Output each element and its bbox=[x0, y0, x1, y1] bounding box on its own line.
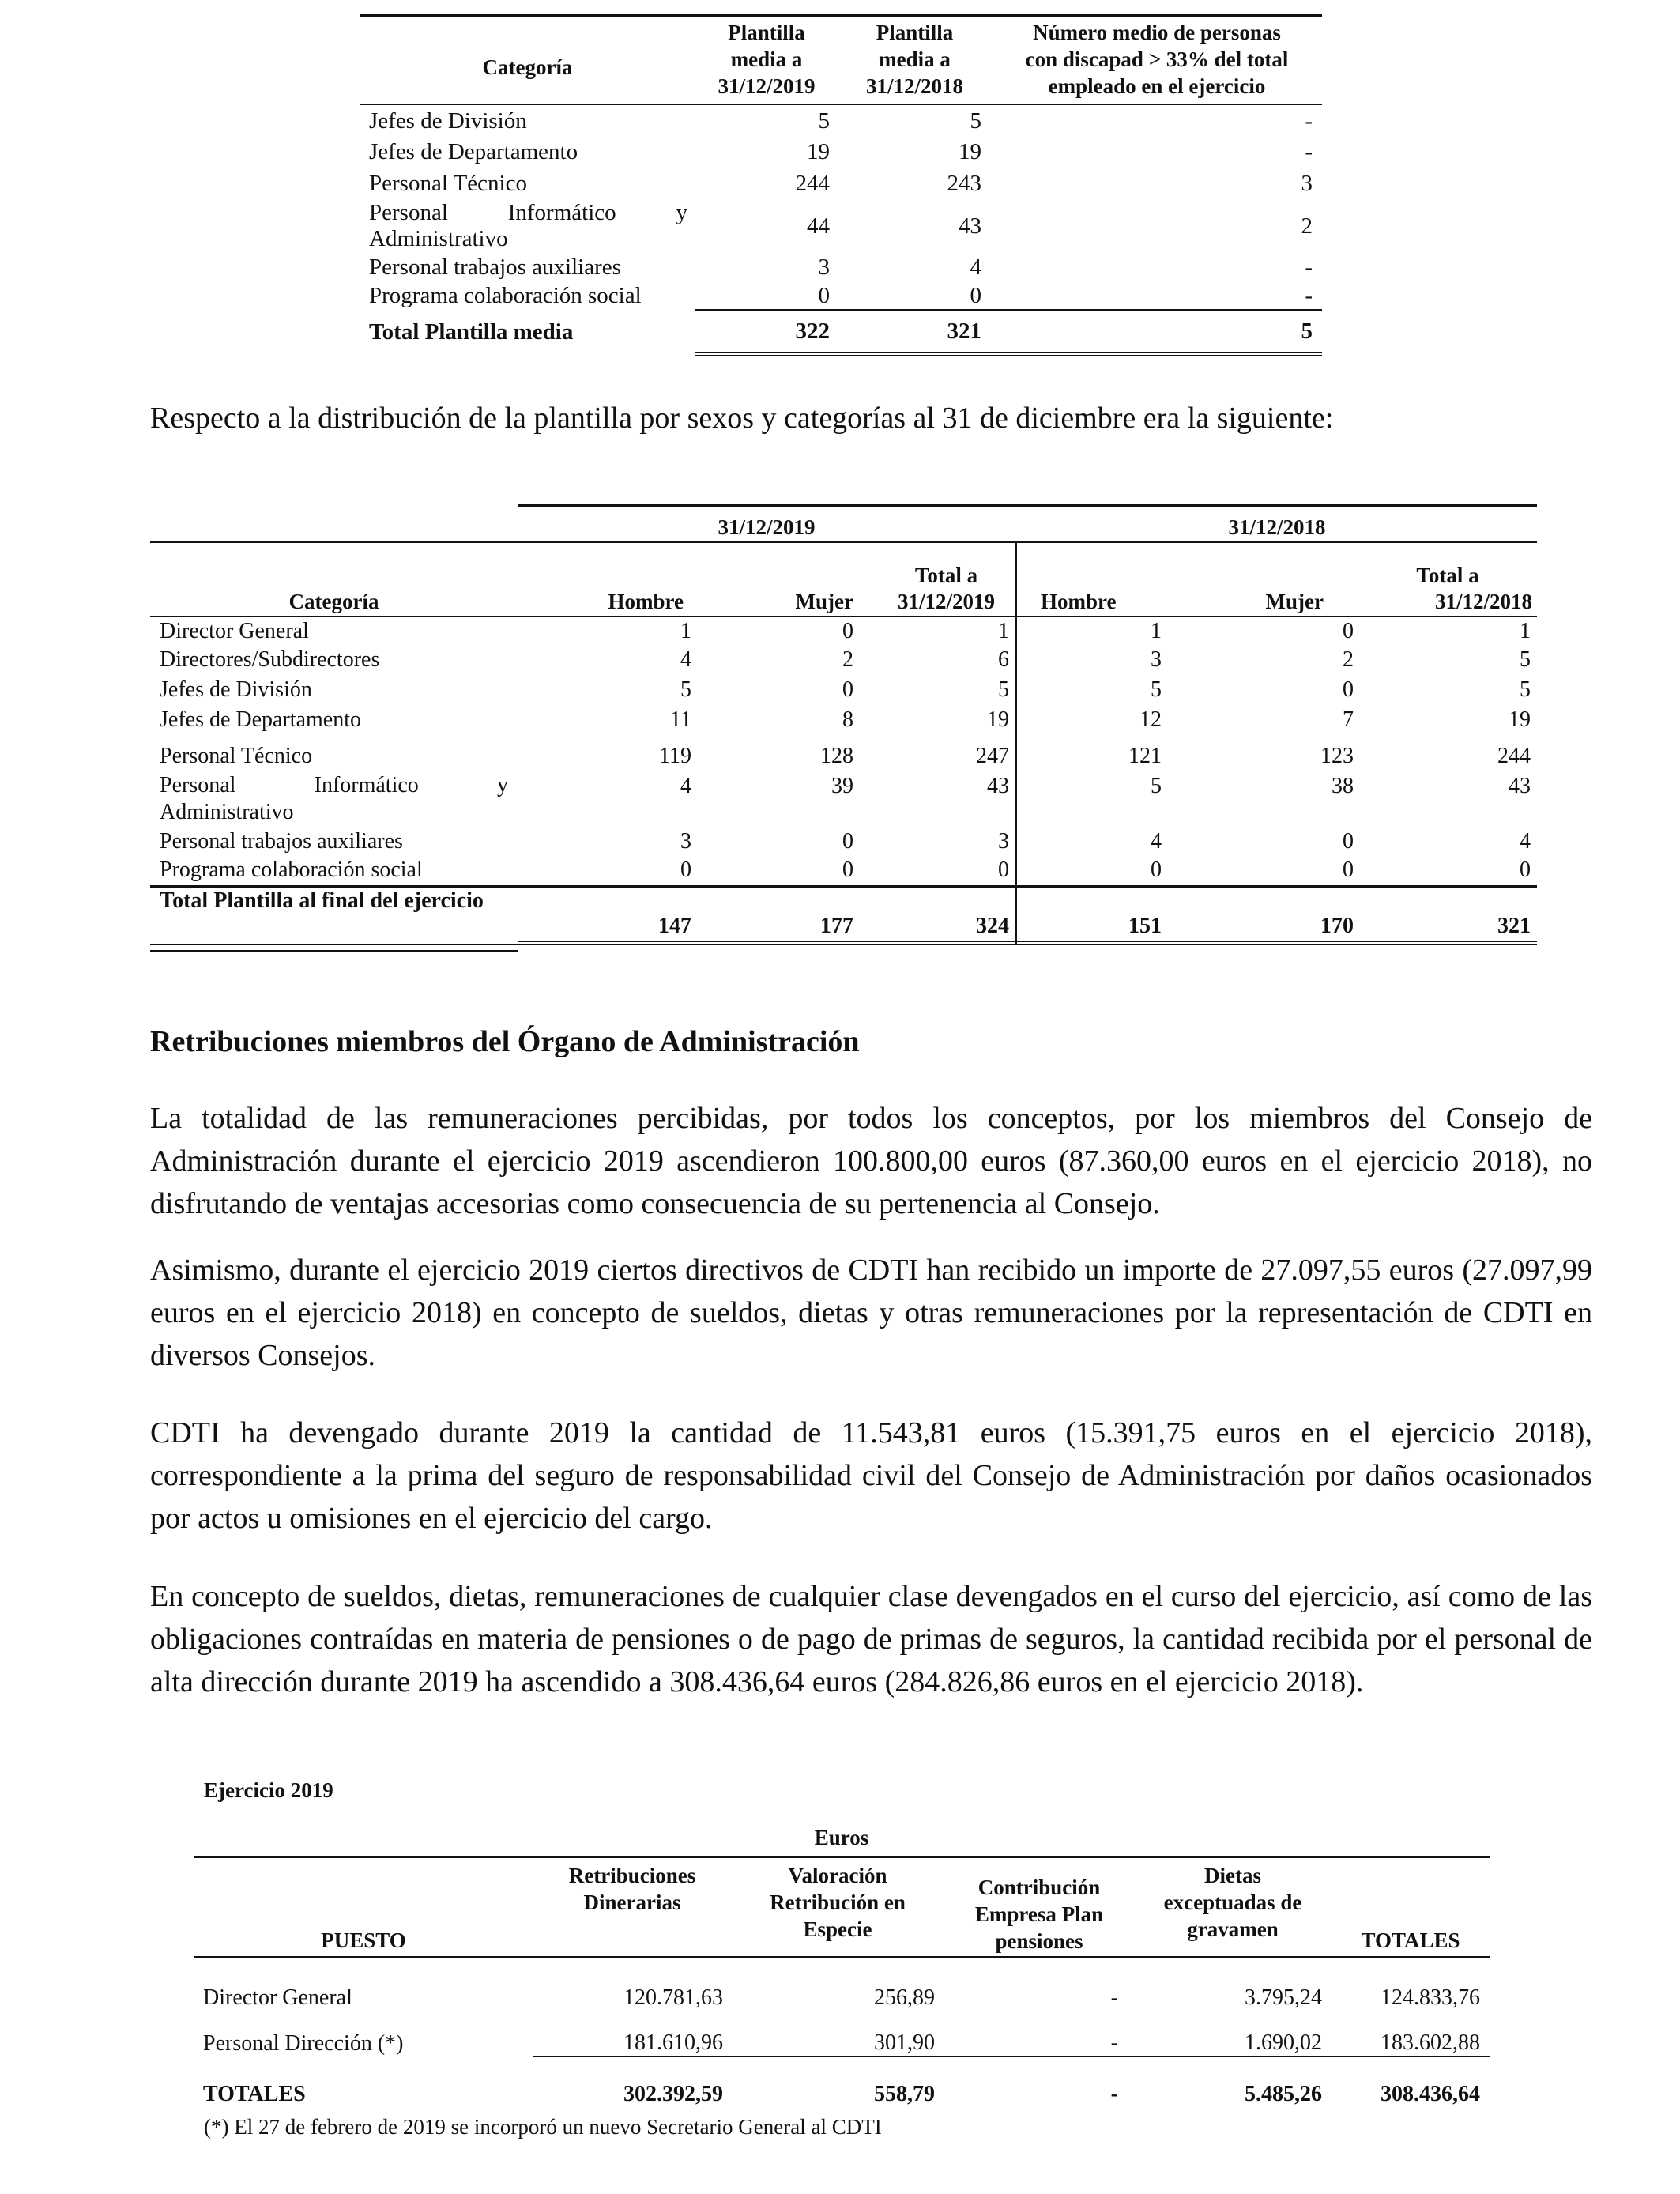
header-mujer-2018: Mujer bbox=[1265, 590, 1324, 613]
header-totales: TOTALES bbox=[1361, 1928, 1460, 1952]
header-retribuciones: Retribuciones Dinerarias bbox=[568, 1864, 696, 1914]
paragraph-directivos: Asimismo, durante el ejercicio 2019 ciertos directivos de CDTI han recibido un importe de 27.097,55 euros (27.097,99 euros en el ejercicio 2018) en concepto de sueldos, dietas y otras remuneraciones por la representación de CDTI en diversos Consejos. bbox=[150, 1253, 1592, 1372]
header-valoracion: Valoración Retribución en Especie bbox=[770, 1864, 906, 1941]
table2-total-double-rule bbox=[150, 944, 518, 952]
header-categoria: Categoría bbox=[288, 590, 379, 613]
retribuciones-table bbox=[194, 1859, 1490, 2107]
header-hombre-2019: Hombre bbox=[608, 590, 684, 613]
table-row: Directores/Subdirectores 4 2 6 3 2 5 bbox=[160, 647, 1531, 672]
table-row: Jefes de División 5 0 5 5 0 5 bbox=[160, 677, 1531, 702]
table-row: Jefes de Departamento 11 8 19 12 7 19 bbox=[160, 707, 1531, 732]
date-2018-header: 31/12/2018 bbox=[1228, 515, 1326, 539]
paragraph-seguro: CDTI ha devengado durante 2019 la cantidad de 11.543,81 euros (15.391,75 euros en el ejercicio 2018), correspondiente a la prima del seguro de responsabilidad civil del Consejo de Administración por daños ocasionados por actos u omisiones en el ejercicio del cargo. bbox=[150, 1416, 1592, 1535]
header-total-2018: Total a 31/12/2018 bbox=[1416, 564, 1532, 613]
paragraph-alta-direccion: En concepto de sueldos, dietas, remuneraciones de cualquier clase devengados en el curso del ejercicio, así como de las obligaciones contraídas en materia de pensiones o de pago de primas de seguros, la cantidad recibida por el personal de alta dirección durante 2019 ha ascendido a 308.436,64 euros (284.826,86 euros en el ejercicio 2018). bbox=[150, 1580, 1592, 1698]
header-plantilla-2018: Plantilla media a 31/12/2018 bbox=[865, 21, 963, 98]
table-row: Programa colaboración social 0 0 0 0 0 0 bbox=[160, 858, 1531, 882]
euros-header: Euros bbox=[814, 1826, 869, 1849]
header-hombre-2018: Hombre bbox=[1041, 590, 1117, 613]
total-row: Total Plantilla al final del ejercicio 147 177 324 151 170 321 bbox=[150, 886, 1537, 943]
table-row: Personal Técnico 244 243 3 bbox=[369, 171, 1313, 196]
ejercicio-caption: Ejercicio 2019 bbox=[204, 1778, 333, 1802]
table-row: Jefes de División 5 5 - bbox=[369, 107, 1313, 134]
table-row: Personal Dirección (*) 181.610,96 301,90 - 1.690,02 183.602,88 bbox=[194, 2011, 1490, 2056]
total-row: Total Plantilla media 322 321 5 bbox=[360, 310, 1322, 354]
table-row: Personal Técnico 119 128 247 121 123 244 bbox=[160, 744, 1531, 768]
table-row: Director General 120.781,63 256,89 - 3.795,24 124.833,76 bbox=[203, 1985, 1480, 2010]
header-discapad: Número medio de personas con discapad > 33% del total empleado en el ejercicio bbox=[1025, 21, 1289, 98]
table2-top-rule bbox=[518, 504, 1537, 507]
section-heading: Retribuciones miembros del Órgano de Administración bbox=[150, 1025, 860, 1058]
table2-header-rule bbox=[150, 541, 1537, 543]
distribucion-sexo-table bbox=[150, 560, 1537, 945]
footnote: (*) El 27 de febrero de 2019 se incorporó un nuevo Secretario General al CDTI bbox=[204, 2115, 882, 2139]
header-total-2019: Total a 31/12/2019 bbox=[897, 564, 995, 613]
table-row: Personal Informático y Administrativo 44 43 2 bbox=[369, 200, 1313, 251]
plantilla-media-table bbox=[360, 14, 1322, 356]
paragraph-consejo: La totalidad de las remuneraciones percibidas, por todos los conceptos, por los miembros del Consejo de Administración durante el ejercicio 2019 ascendieron 100.800,00 euros (87.360,00 euros en el ejercicio 2018), no disfrutando de ventajas accesorias como consecuencia de su pertenencia al Consejo. bbox=[150, 1102, 1592, 1220]
header-contribucion: Contribución Empresa Plan pensiones bbox=[974, 1875, 1104, 1953]
table-row: Personal Informático y Administrativo 4 39 43 5 38 43 bbox=[160, 773, 1531, 824]
date-2019-header: 31/12/2019 bbox=[718, 515, 816, 539]
header-puesto: PUESTO bbox=[321, 1928, 406, 1952]
table-row: Personal trabajos auxiliares 3 4 - bbox=[369, 254, 1313, 280]
distribucion-intro: Respecto a la distribución de la plantilla por sexos y categorías al 31 de diciembre era la siguiente: bbox=[150, 401, 1334, 435]
table-row: Personal trabajos auxiliares 3 0 3 4 0 4 bbox=[160, 829, 1531, 854]
table3-top-rule bbox=[194, 1856, 1490, 1858]
header-plantilla-2019: Plantilla media a 31/12/2019 bbox=[718, 21, 816, 98]
header-dietas: Dietas exceptuadas de gravamen bbox=[1163, 1864, 1302, 1941]
total-row: TOTALES 302.392,59 558,79 - 5.485,26 308.436,64 bbox=[203, 2082, 1480, 2106]
table-row: Programa colaboración social 0 0 - bbox=[360, 281, 1322, 310]
table-row: Jefes de Departamento 19 19 - bbox=[369, 139, 1313, 164]
table-row: Director General 1 0 1 1 0 1 bbox=[160, 619, 1531, 643]
header-mujer-2019: Mujer bbox=[795, 590, 853, 613]
header-categoria: Categoría bbox=[482, 55, 573, 79]
